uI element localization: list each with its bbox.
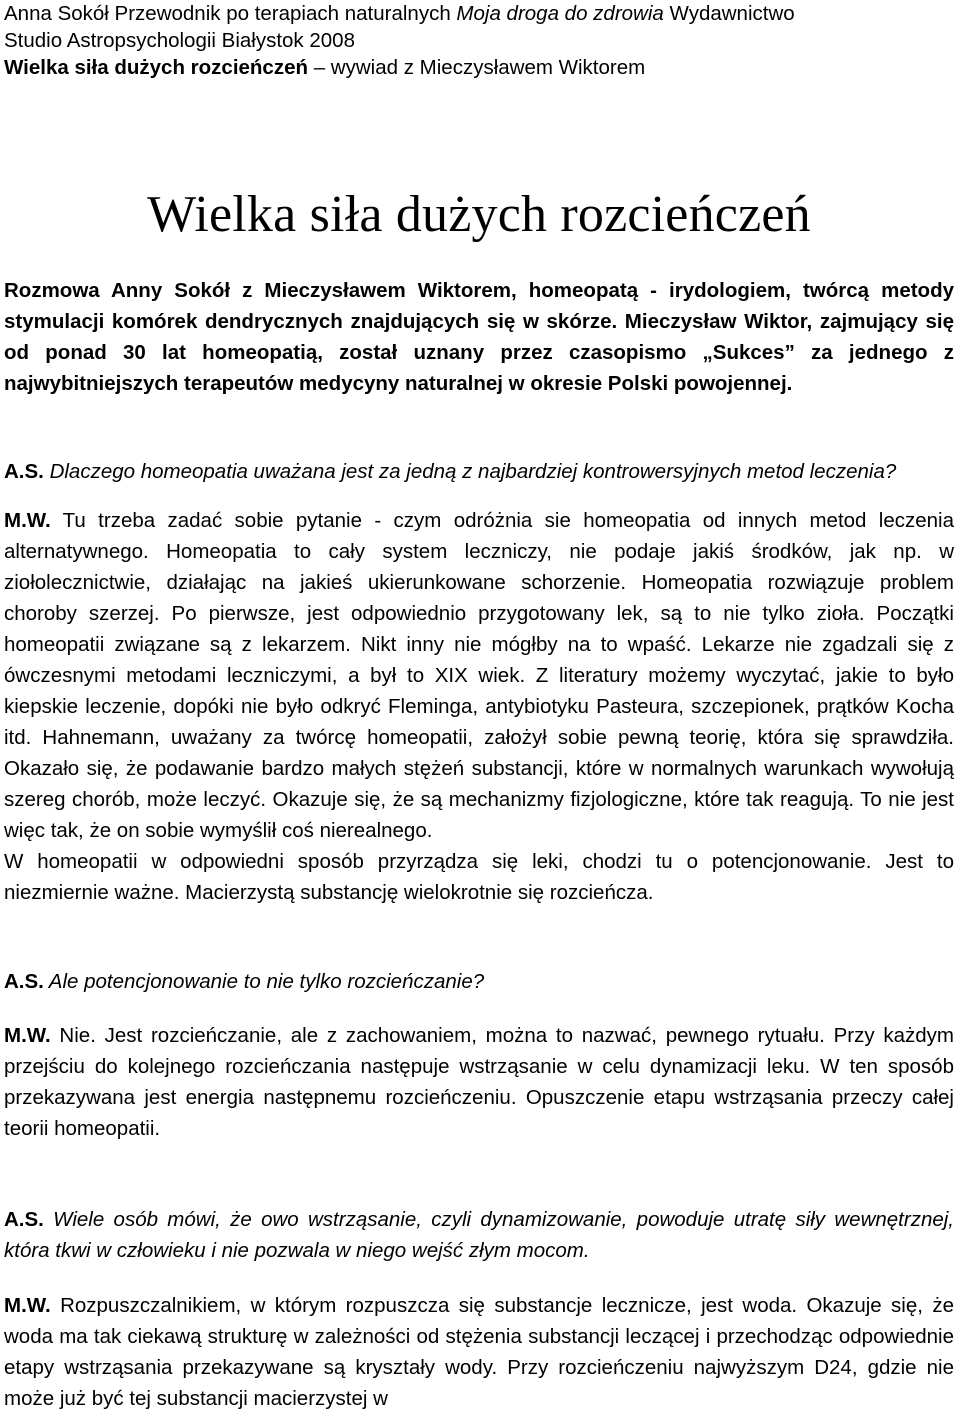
- header-article-title: Wielka siła dużych rozcieńczeń: [4, 56, 309, 79]
- header-book-title: Moja droga do zdrowia: [456, 2, 664, 25]
- document-page: [4, 0, 954, 1414]
- header-author: Anna Sokół Przewodnik po terapiach naturalnych: [4, 2, 457, 25]
- answer-text-continued: W homeopatii w odpowiedni sposób przyrządza się leki, chodzi tu o potencjonowanie. Jest to niezmiernie ważne. Macierzystą substancję wielokrotnie się rozcieńcza.: [4, 850, 954, 904]
- document-header: [4, 0, 954, 81]
- answer-text: Tu trzeba zadać sobie pytanie - czym odróżnia sie homeopatia od innych metod leczenia alternatywnego. Homeopatia to cały system leczniczy, nie podaje jakiś środków, jak np. w ziołolecznictwie, działając na jakieś ukierunkowane schorzenie. Homeopatia rozwiązuje problem choroby szerzej. Po pierwsze, jest odpowiednio przygotowany lek, są to nie tylko zioła. Początki homeopatii związane są z lekarzem. Nikt inny nie mógłby na to wpaść. Lekarze nie zgadzali się z ówczesnymi metodami leczniczymi, a był to XIX wiek. Z literatury możemy wyczytać, jakie to było kiepskie leczenie, dopóki nie było odkryć Fleminga, antybiotyku Pasteura, szczepionek, prątków Kocha itd. Hahnemann, uważany za twórcę homeopatii, założył sobie pewną teorię, która się sprawdziła. Okazało się, że podawanie bardzo małych stężeń substancji, które w normalnych warunkach wywołują szereg chorób, może leczyć. Okazuje się, że są mechanizmy fizjologiczne, które tak reagują. To nie jest więc tak, że on sobie wymyślił coś nierealnego.: [4, 509, 954, 842]
- interview-block-1: [4, 456, 954, 908]
- question-text: Wiele osób mówi, że owo wstrząsanie, czyli dynamizowanie, powoduje utratę siły wewnętrznej, która tkwi w człowieku i nie pozwala w niego wejść złym mocom.: [4, 1208, 954, 1262]
- header-publisher: Wydawnictwo: [663, 2, 795, 25]
- answer-text: Rozpuszczalnikiem, w którym rozpuszcza się substancje lecznicze, jest woda. Okazuje się, że woda ma tak ciekawą strukturę w zależności od stężenia substancji leczącej i przechodząc odpowiednie etapy wstrząsania przekazywane są kryształy wody. Przy rozcieńczeniu najwyższym D24, gdzie nie może już być tej substancji macierzystej w: [4, 1294, 954, 1410]
- question-text: Dlaczego homeopatia uważana jest za jedną z najbardziej kontrowersyjnych metod leczenia?: [43, 460, 897, 483]
- question: [4, 1204, 954, 1266]
- header-article-line: [4, 54, 954, 81]
- answer: [4, 505, 954, 908]
- interview-block-2: [4, 966, 954, 1144]
- answer-speaker: M.W.: [4, 1294, 51, 1317]
- question: [4, 966, 954, 997]
- question-text: Ale potencjonowanie to nie tylko rozcieńczanie?: [43, 970, 485, 993]
- header-source-line: [4, 0, 954, 27]
- question-speaker: A.S.: [4, 1208, 44, 1231]
- header-article-subtitle: – wywiad z Mieczysławem Wiktorem: [308, 56, 646, 79]
- question-speaker: A.S.: [4, 970, 44, 993]
- lead-paragraph: Rozmowa Anny Sokół z Mieczysławem Wiktorem, homeopatą - irydologiem, twórcą metody stymulacji komórek dendrycznych znajdujących się w skórze. Mieczysław Wiktor, zajmujący się od ponad 30 lat homeopatią, został uznany przez czasopismo „Sukces” za jednego z najwybitniejszych terapeutów medycyny naturalnej w okresie Polski powojennej.: [4, 279, 954, 395]
- answer-speaker: M.W.: [4, 1024, 51, 1047]
- answer: [4, 1290, 954, 1414]
- page-title: Wielka siła dużych rozcieńczeń: [147, 186, 811, 243]
- interview-block-3: [4, 1204, 954, 1414]
- answer: [4, 1020, 954, 1144]
- question-speaker: A.S.: [4, 460, 44, 483]
- question: [4, 456, 954, 487]
- answer-speaker: M.W.: [4, 509, 51, 532]
- answer-text: Nie. Jest rozcieńczanie, ale z zachowaniem, można to nazwać, pewnego rytuału. Przy każdym przejściu do kolejnego rozcieńczania następuje wstrząsanie w celu dynamizacji leku. W ten sposób przekazywana jest energia następnemu rozcieńczeniu. Opuszczenie etapu wstrząsania przeczy całej teorii homeopatii.: [4, 1024, 954, 1140]
- header-publisher-line: Studio Astropsychologii Białystok 2008: [4, 29, 355, 52]
